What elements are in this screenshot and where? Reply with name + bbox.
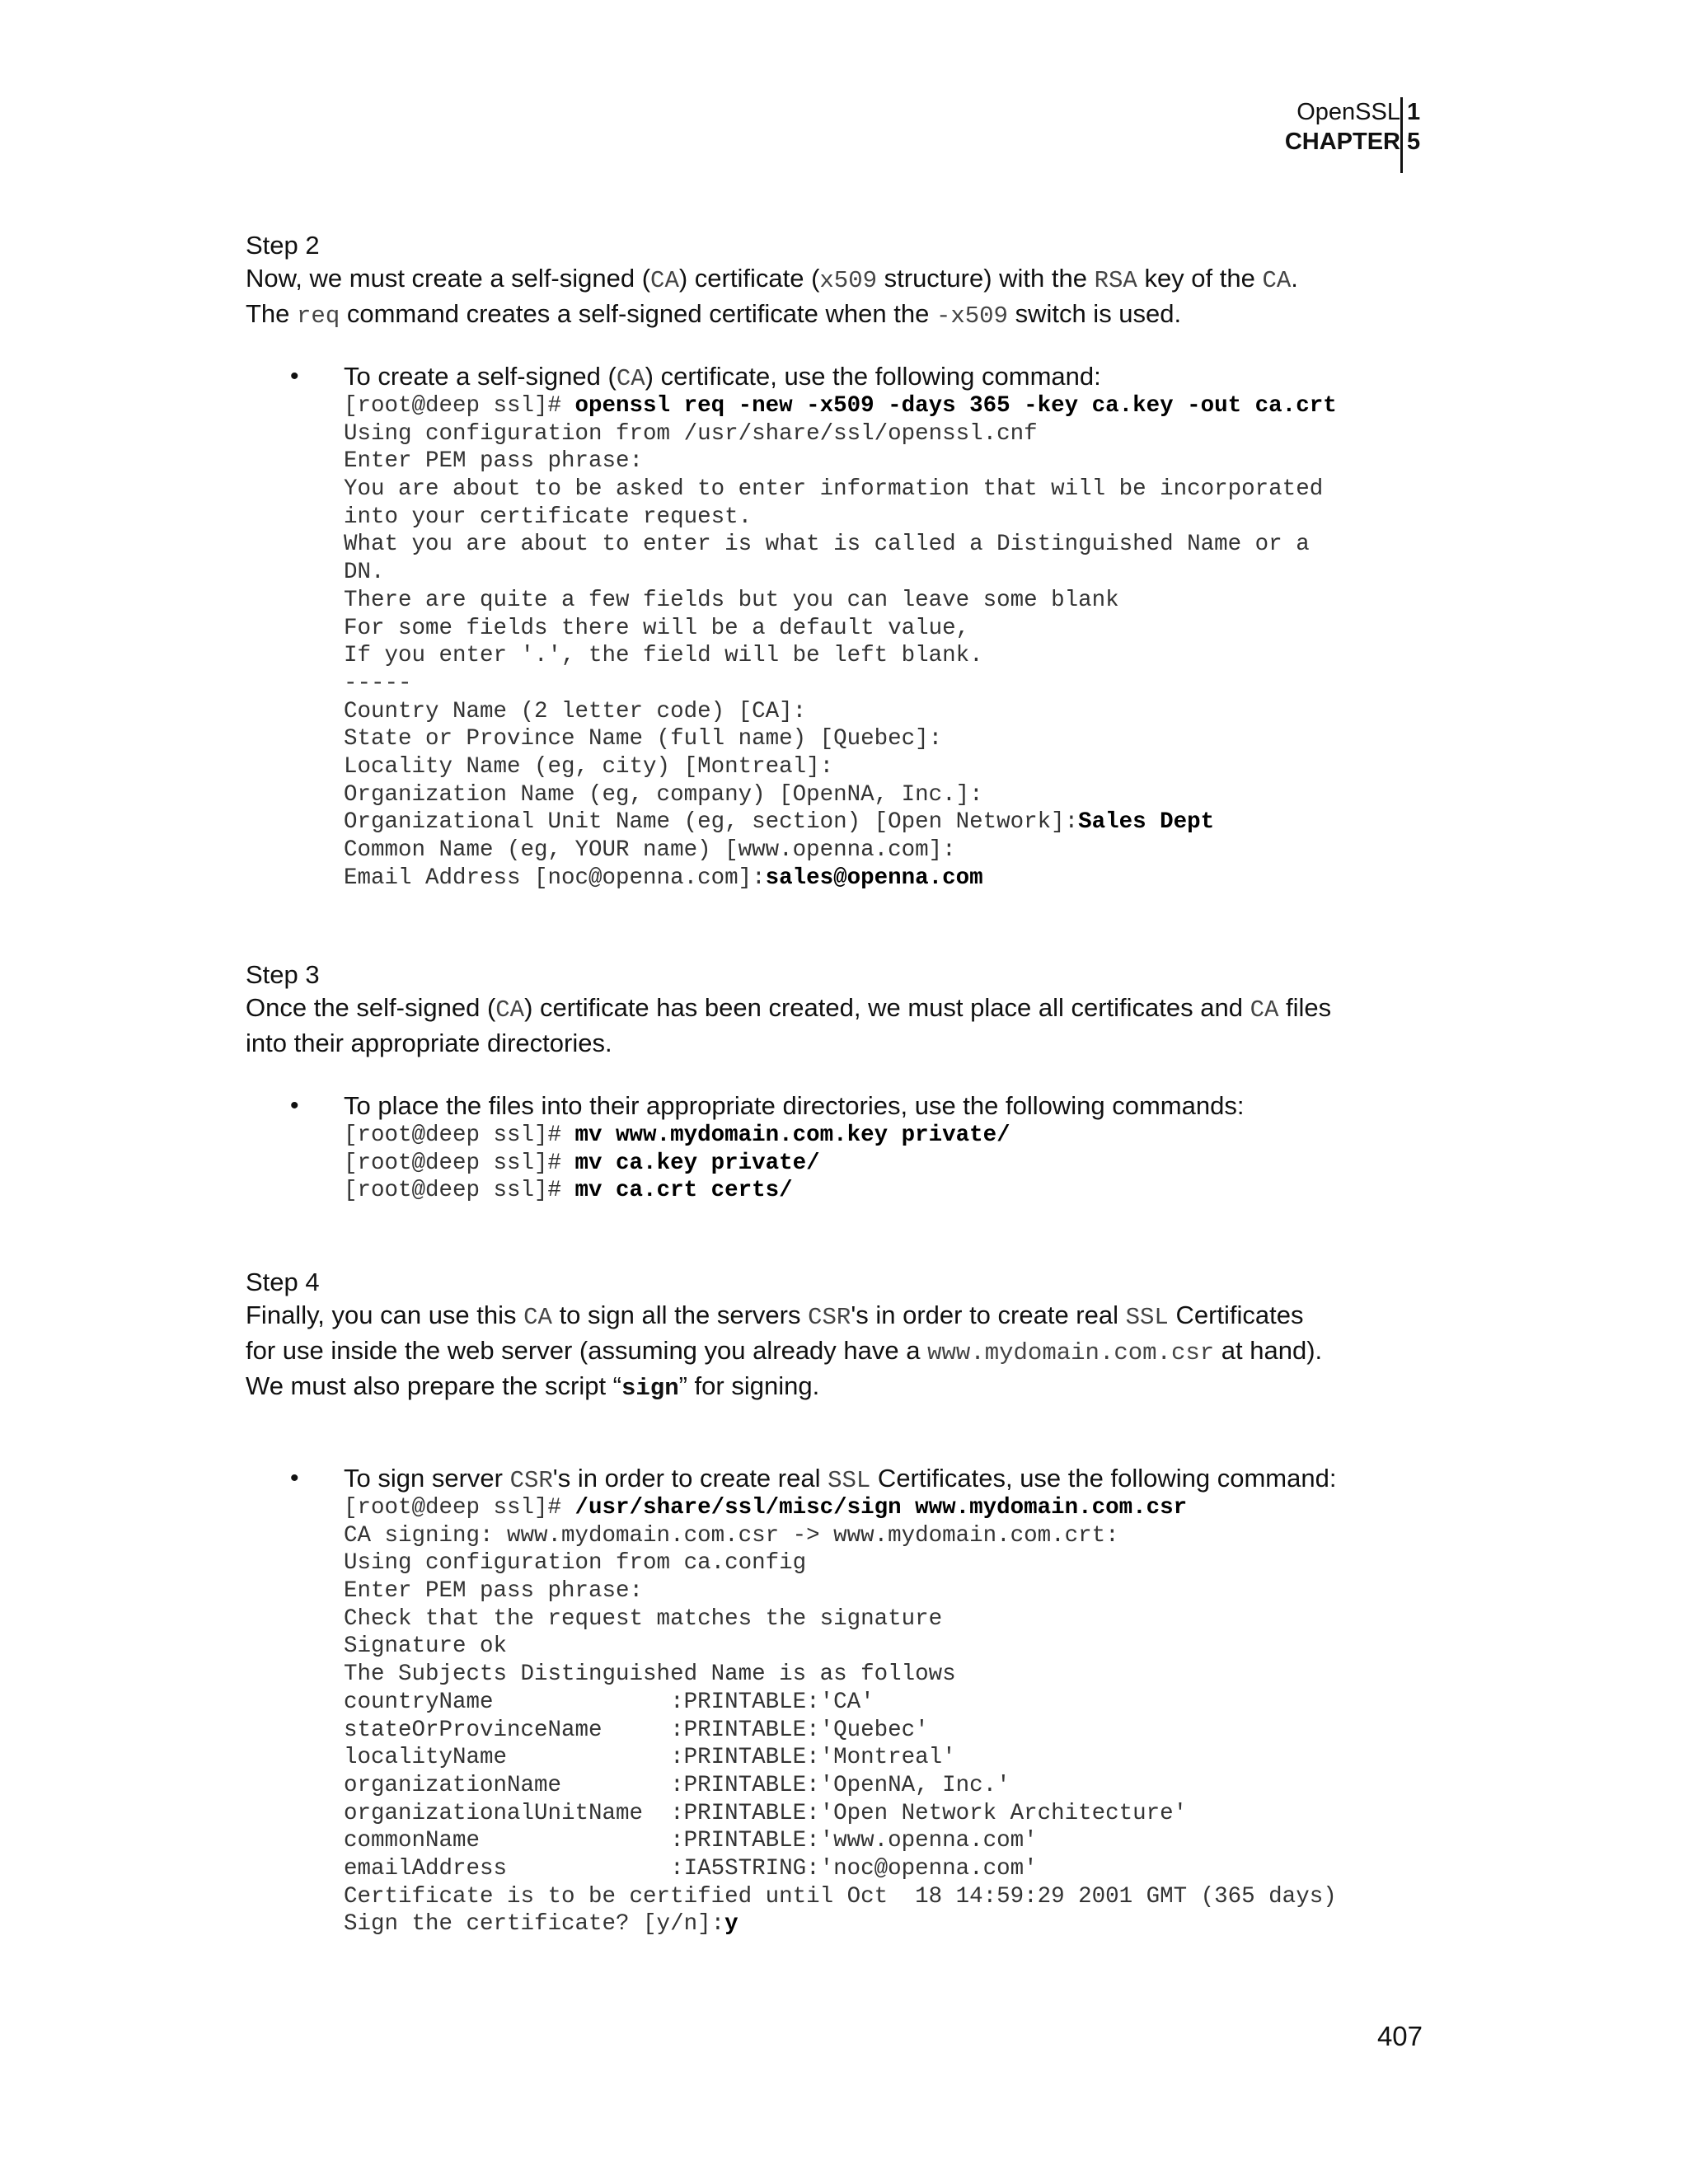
page-number: 407 [1376,2021,1423,2051]
code-text: [root@deep ssl]# [344,1178,575,1204]
code-line [344,1800,1337,1828]
code-command: openssl req -new -x509 -days 365 -key ca.key -out ca.crt [574,393,1337,419]
code-text: State or Province Name (full name) [Quebec]: [344,726,943,752]
code-text: Using configuration from /usr/share/ssl/openssl.cnf [344,420,1038,447]
step4-heading: Step 4 [246,1268,320,1296]
step3-heading: Step 3 [246,960,320,989]
code-text: commonName :PRINTABLE:'www.openna.com' [344,1828,1038,1854]
step3-code-block [344,1122,1010,1205]
step4-paragraph-line1: Finally, you can use this CA to sign all the servers CSR's in order to create real SSL Certificates [246,1301,1304,1331]
step2-bullet-text: To create a self-signed (CA) certificate, use the following command: [344,362,1101,392]
code-text: For some fields there will be a default value, [344,615,970,641]
code-text: Sign the certificate? [y/n]: [344,1911,725,1938]
code-command: mv ca.crt certs/ [574,1178,793,1204]
code-line [344,1633,1337,1661]
code-command: /usr/share/ssl/misc/sign www.mydomain.com.csr [574,1495,1188,1521]
code-text: If you enter '.', the field will be left blank. [344,643,983,669]
code-line [344,1910,1337,1938]
code-text: emailAddress :IA5STRING:'noc@openna.com' [344,1855,1038,1882]
code-line [344,1605,1337,1633]
code-line [344,1577,1337,1605]
code-text: Enter PEM pass phrase: [344,1578,644,1605]
code-text: Certificate is to be certified until Oct 18 14:59:29 2001 GMT (365 days) [344,1883,1337,1910]
code-line [344,753,1337,781]
code-line [344,1122,1010,1150]
code-text: localityName :PRINTABLE:'Montreal' [344,1745,956,1771]
step3-paragraph-line1: Once the self-signed (CA) certificate has been created, we must place all certificates and CA files [246,993,1332,1024]
code-line [344,781,1337,809]
code-line [344,1549,1337,1577]
header-chapter-label: CHAPTER [1284,129,1400,155]
code-line [344,587,1337,615]
code-text: CA signing: www.mydomain.com.csr -> www.mydomain.com.crt: [344,1522,1119,1549]
code-text: organizationalUnitName :PRINTABLE:'Open Network Architecture' [344,1800,1188,1826]
code-text: into your certificate request. [344,504,753,530]
code-command: sales@openna.com [765,865,983,891]
code-text: [root@deep ssl]# [344,1495,575,1521]
code-line [344,420,1337,448]
code-line [344,808,1337,837]
code-line [344,615,1337,643]
code-text: Email Address [noc@openna.com]: [344,865,766,891]
code-line [344,670,1337,698]
step2-section [246,229,1449,333]
step2-paragraph-line2: The req command creates a self-signed certificate when the -x509 switch is used. [246,299,1182,330]
bullet-icon: • [290,363,299,390]
code-line [344,448,1337,476]
code-command: y [724,1911,738,1938]
code-line [344,559,1337,587]
step3-paragraph-line2: into their appropriate directories. [246,1029,612,1057]
step4-paragraph-line3: We must also prepare the script “sign” for signing. [246,1371,820,1402]
bullet-icon: • [290,1465,299,1492]
code-text: [root@deep ssl]# [344,1150,575,1176]
code-line [344,1744,1337,1772]
code-line [344,531,1337,559]
step2-paragraph-line1: Now, we must create a self-signed (CA) certificate (x509 structure) with the RSA key of the CA. [246,264,1298,294]
header-title: OpenSSL [1296,99,1400,125]
code-line [344,1717,1337,1745]
step4-bullet-text: To sign server CSR's in order to create real SSL Certificates, use the following command: [344,1464,1337,1494]
code-text: Locality Name (eg, city) [Montreal]: [344,753,834,780]
code-text: Common Name (eg, YOUR name) [www.openna.com]: [344,837,956,863]
code-line [344,1494,1337,1522]
code-text: organizationName :PRINTABLE:'OpenNA, Inc.' [344,1772,1010,1798]
code-line [344,837,1337,865]
code-line [344,392,1337,420]
code-text: countryName :PRINTABLE:'CA' [344,1689,874,1715]
step4-code-block [344,1494,1337,1938]
step2-heading: Step 2 [246,231,320,260]
code-text: stateOrProvinceName :PRINTABLE:'Quebec' [344,1717,929,1743]
code-line [344,1177,1010,1205]
step2-code-block [344,392,1337,892]
code-line [344,725,1337,753]
code-line [344,698,1337,726]
code-text: Organizational Unit Name (eg, section) [Open Network]: [344,809,1079,836]
code-line [344,1827,1337,1855]
code-line [344,476,1337,504]
code-line [344,865,1337,893]
header-chapter-num-bottom: 5 [1407,129,1421,155]
code-line [344,1522,1337,1550]
code-line [344,1689,1337,1717]
code-text: The Subjects Distinguished Name is as follows [344,1661,956,1688]
code-text: [root@deep ssl]# [344,1122,575,1148]
code-text: DN. [344,560,385,586]
running-header [1273,97,1428,173]
code-text: There are quite a few fields but you can leave some blank [344,587,1119,613]
code-text: Enter PEM pass phrase: [344,448,644,475]
step4-paragraph-line2: for use inside the web server (assuming you already have a www.mydomain.com.csr at hand). [246,1336,1323,1366]
code-line [344,1661,1337,1689]
step3-bullet-text: To place the files into their appropriate directories, use the following commands: [344,1091,1245,1120]
header-divider [1400,97,1403,173]
code-line [344,1150,1010,1178]
bullet-icon: • [290,1092,299,1119]
code-text: What you are about to enter is what is called a Distinguished Name or a [344,532,1310,558]
code-line [344,504,1337,532]
code-text: Signature ok [344,1633,508,1660]
code-line [344,642,1337,670]
code-command: mv www.mydomain.com.key private/ [574,1122,1010,1148]
code-text: Country Name (2 letter code) [CA]: [344,698,807,724]
header-chapter-num-top: 1 [1407,99,1421,125]
code-line [344,1855,1337,1883]
code-text: Organization Name (eg, company) [OpenNA, Inc.]: [344,781,983,808]
step3-section [246,958,1449,1060]
code-line [344,1772,1337,1800]
code-text: ----- [344,670,412,696]
code-command: Sales Dept [1078,809,1215,836]
code-line [344,1883,1337,1911]
step4-section [246,1266,1449,1405]
code-text: Using configuration from ca.config [344,1550,807,1577]
code-command: mv ca.key private/ [574,1150,820,1176]
code-text: [root@deep ssl]# [344,393,575,419]
code-text: You are about to be asked to enter information that will be incorporated [344,476,1324,503]
code-text: Check that the request matches the signature [344,1605,943,1632]
